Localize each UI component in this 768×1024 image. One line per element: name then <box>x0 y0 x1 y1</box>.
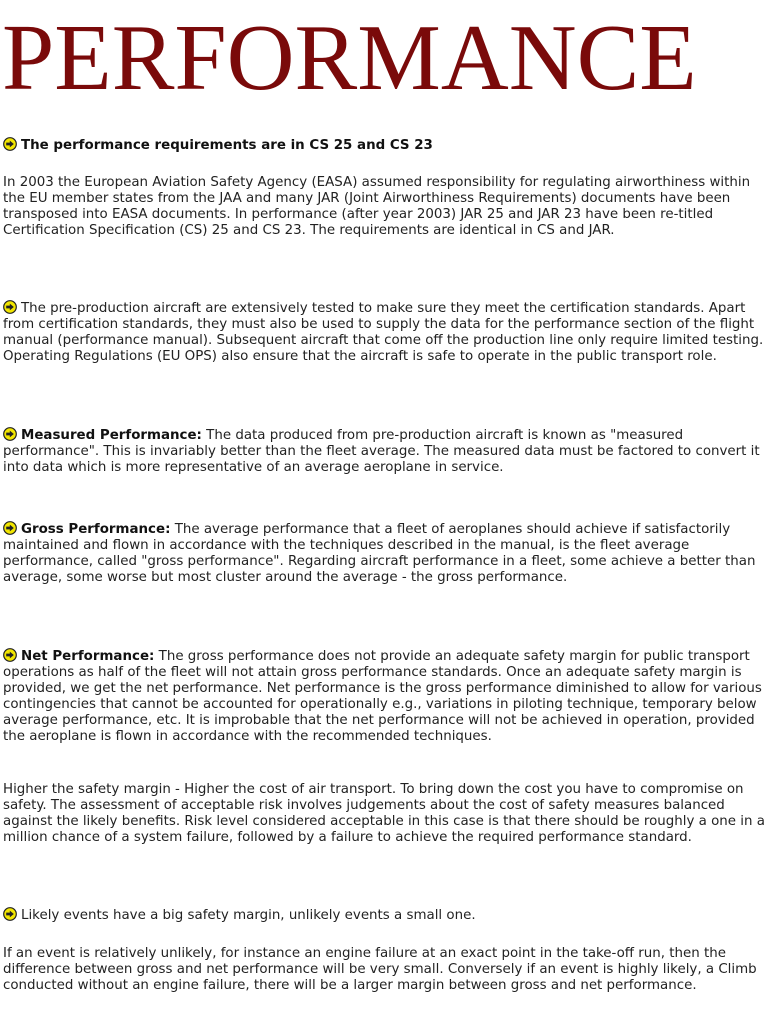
section4-paragraph <box>3 521 768 586</box>
yellow-arrow-bullet-icon <box>3 521 17 535</box>
section5-text: The gross performance does not provide an adequate safety margin for public transport operations as half of the fleet will not attain gross performance standards. Once an adequate safety margin is provided, we get the net performance. Net performance is the gross performance diminished to allow for various contingencies that cannot be accounted for operationally e.g., variations in piloting technique, temporary below average performance, etc. It is improbable that the net performance will not be achieved in operation, provided the aeroplane is flown in accordance with the recommended techniques. <box>3 649 762 744</box>
section2-paragraph <box>3 300 768 365</box>
section4-text: The average performance that a fleet of aeroplanes should achieve if satisfactorily maintained and flown in accordance with the techniques described in the manual, is the fleet average performance, called "gross performance". Regarding aircraft performance in a fleet, some achieve a better than average, some worse but most cluster around the average - the gross performance. <box>3 522 756 585</box>
gross-performance-term: Gross Performance: <box>21 522 171 537</box>
section3-text: The data produced from pre-production aircraft is known as "measured performance". This is invariably better than the fleet average. The measured data must be factored to convert it into data which is more representative of an average aeroplane in service. <box>3 428 760 475</box>
yellow-arrow-bullet-icon <box>3 137 17 151</box>
section1-paragraph: In 2003 the European Aviation Safety Agency (EASA) assumed responsibility for regulating airworthiness within the EU member states from the JAA and many JAR (Joint Airworthiness Requirements) documents have been transposed into EASA documents. In performance (after year 2003) JAR 25 and JAR 23 have been re-titled Certification Specification (CS) 25 and CS 23. The requirements are identical in CS and JAR. <box>3 175 751 238</box>
yellow-arrow-bullet-icon <box>3 907 17 921</box>
section6-bullet-line <box>3 907 768 924</box>
event-likelihood-paragraph: If an event is relatively unlikely, for instance an engine failure at an exact point in the take-off run, then the difference between gross and net performance will be very small. Conversely if an event is highly likely, a Climb conducted without an engine failure, there will be a larger margin between gross and net performance. <box>3 946 757 993</box>
section1-heading-text: The performance requirements are in CS 25 and CS 23 <box>21 138 433 153</box>
section6-text: Likely events have a big safety margin, unlikely events a small one. <box>21 908 476 923</box>
section5-paragraph <box>3 648 768 745</box>
yellow-arrow-bullet-icon <box>3 427 17 441</box>
section1-heading <box>3 137 768 154</box>
section3-paragraph <box>3 427 768 476</box>
yellow-arrow-bullet-icon <box>3 300 17 314</box>
page-title: PERFORMANCE <box>2 6 697 110</box>
yellow-arrow-bullet-icon <box>3 648 17 662</box>
measured-performance-term: Measured Performance: <box>21 428 202 443</box>
section2-text: The pre-production aircraft are extensively tested to make sure they meet the certification standards. Apart from certification standards, they must also be used to supply the data for the performance section of the flight manual (performance manual). Subsequent aircraft that come off the production line only require limited testing. Operating Regulations (EU OPS) also ensure that the aircraft is safe to operate in the public transport role. <box>3 301 764 364</box>
net-performance-term: Net Performance: <box>21 649 155 664</box>
safety-margin-paragraph: Higher the safety margin - Higher the cost of air transport. To bring down the cost you have to compromise on safety. The assessment of acceptable risk involves judgements about the cost of safety measures balanced against the likely benefits. Risk level considered acceptable in this case is that there should be roughly a one in a million chance of a system failure, followed by a failure to achieve the required performance standard. <box>3 782 765 845</box>
